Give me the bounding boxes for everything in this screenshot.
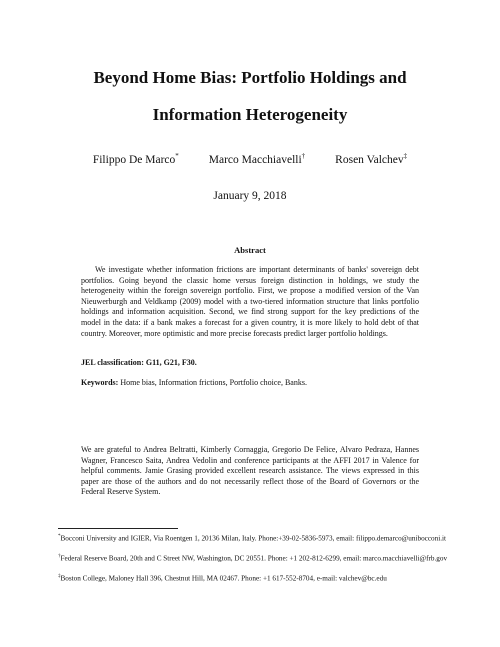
paper-title-line-1: Beyond Home Bias: Portfolio Holdings and bbox=[93, 68, 407, 87]
author-2-name: Marco Macchiavelli bbox=[208, 153, 302, 166]
author-3-mark: ‡ bbox=[403, 152, 408, 160]
footnote-3 bbox=[58, 572, 448, 584]
footnote-2 bbox=[58, 552, 448, 564]
footnote-1-mark: * bbox=[58, 534, 61, 539]
footnote-2-text: Federal Reserve Board, 20th and C Street NW, Washington, DC 20551. Phone: +1 202-812-6299, email: marco.macchiavelli@frb.gov bbox=[60, 554, 448, 563]
abstract-text: We investigate whether information frictions are important determinants of banks' sovereign debt portfolios. Going beyond the classic home versus foreign distinction in holdings, we study the heterogeneity within the foreign sovereign portfolio. First, we propose a modified version of the Van Nieuwerburgh and Veldkamp (2009) model with a two-tiered information structure that links portfolio holdings and information acquisition. Second, we find strong support for the key predictions of the model in the data: if a bank makes a forecast for a given country, it is more likely to hold debt of that country. Moreover, more optimistic and more precise forecasts predict larger portfolio holdings. bbox=[81, 265, 419, 338]
footnote-rule bbox=[58, 528, 178, 529]
acknowledgement-text: We are grateful to Andrea Beltratti, Kimberly Cornaggia, Gregorio De Felice, Alvaro Pedraza, Hannes Wagner, Francesco Saita, Andrea Vedolin and conference participants at the AFFI 2017 in Valence for helpful comments. Jamie Grasing provided excellent research assistance. The views expressed in this paper are those of the authors and do not necessarily reflect those of the Board of Governors or the Federal Reserve System. bbox=[81, 445, 419, 497]
footnote-3-mark: ‡ bbox=[58, 574, 61, 579]
author-3-name: Rosen Valchev bbox=[335, 153, 404, 166]
footnote-2-mark: † bbox=[58, 554, 61, 559]
keywords-value: Home bias, Information frictions, Portfolio choice, Banks. bbox=[120, 378, 307, 387]
footnote-1 bbox=[58, 532, 448, 544]
paper-title-line-2: Information Heterogeneity bbox=[152, 105, 348, 124]
author-1-name: Filippo De Marco bbox=[92, 153, 176, 166]
abstract-heading: Abstract bbox=[234, 245, 266, 255]
author-2 bbox=[209, 152, 305, 166]
keywords bbox=[81, 378, 419, 387]
author-1 bbox=[93, 152, 179, 166]
author-list bbox=[0, 152, 500, 166]
author-2-mark: † bbox=[301, 152, 306, 160]
author-3 bbox=[335, 152, 407, 166]
footnote-1-text: Bocconi University and IGIER, Via Roentgen 1, 20136 Milan, Italy. Phone:+39-02-5836-5973, email: filippo.demarco@unibocconi.it bbox=[60, 534, 447, 543]
paper-date: January 9, 2018 bbox=[213, 190, 287, 202]
keywords-label: Keywords: bbox=[81, 378, 119, 387]
jel-label: JEL classification: bbox=[81, 358, 144, 367]
jel-classification bbox=[81, 358, 419, 367]
footnote-3-text: Boston College, Maloney Hall 396, Chestnut Hill, MA 02467. Phone: +1 617-552-8704, e-mail: valchev@bc.edu bbox=[60, 574, 387, 583]
jel-value: G11, G21, F30. bbox=[145, 358, 197, 367]
author-1-mark: * bbox=[175, 152, 179, 160]
